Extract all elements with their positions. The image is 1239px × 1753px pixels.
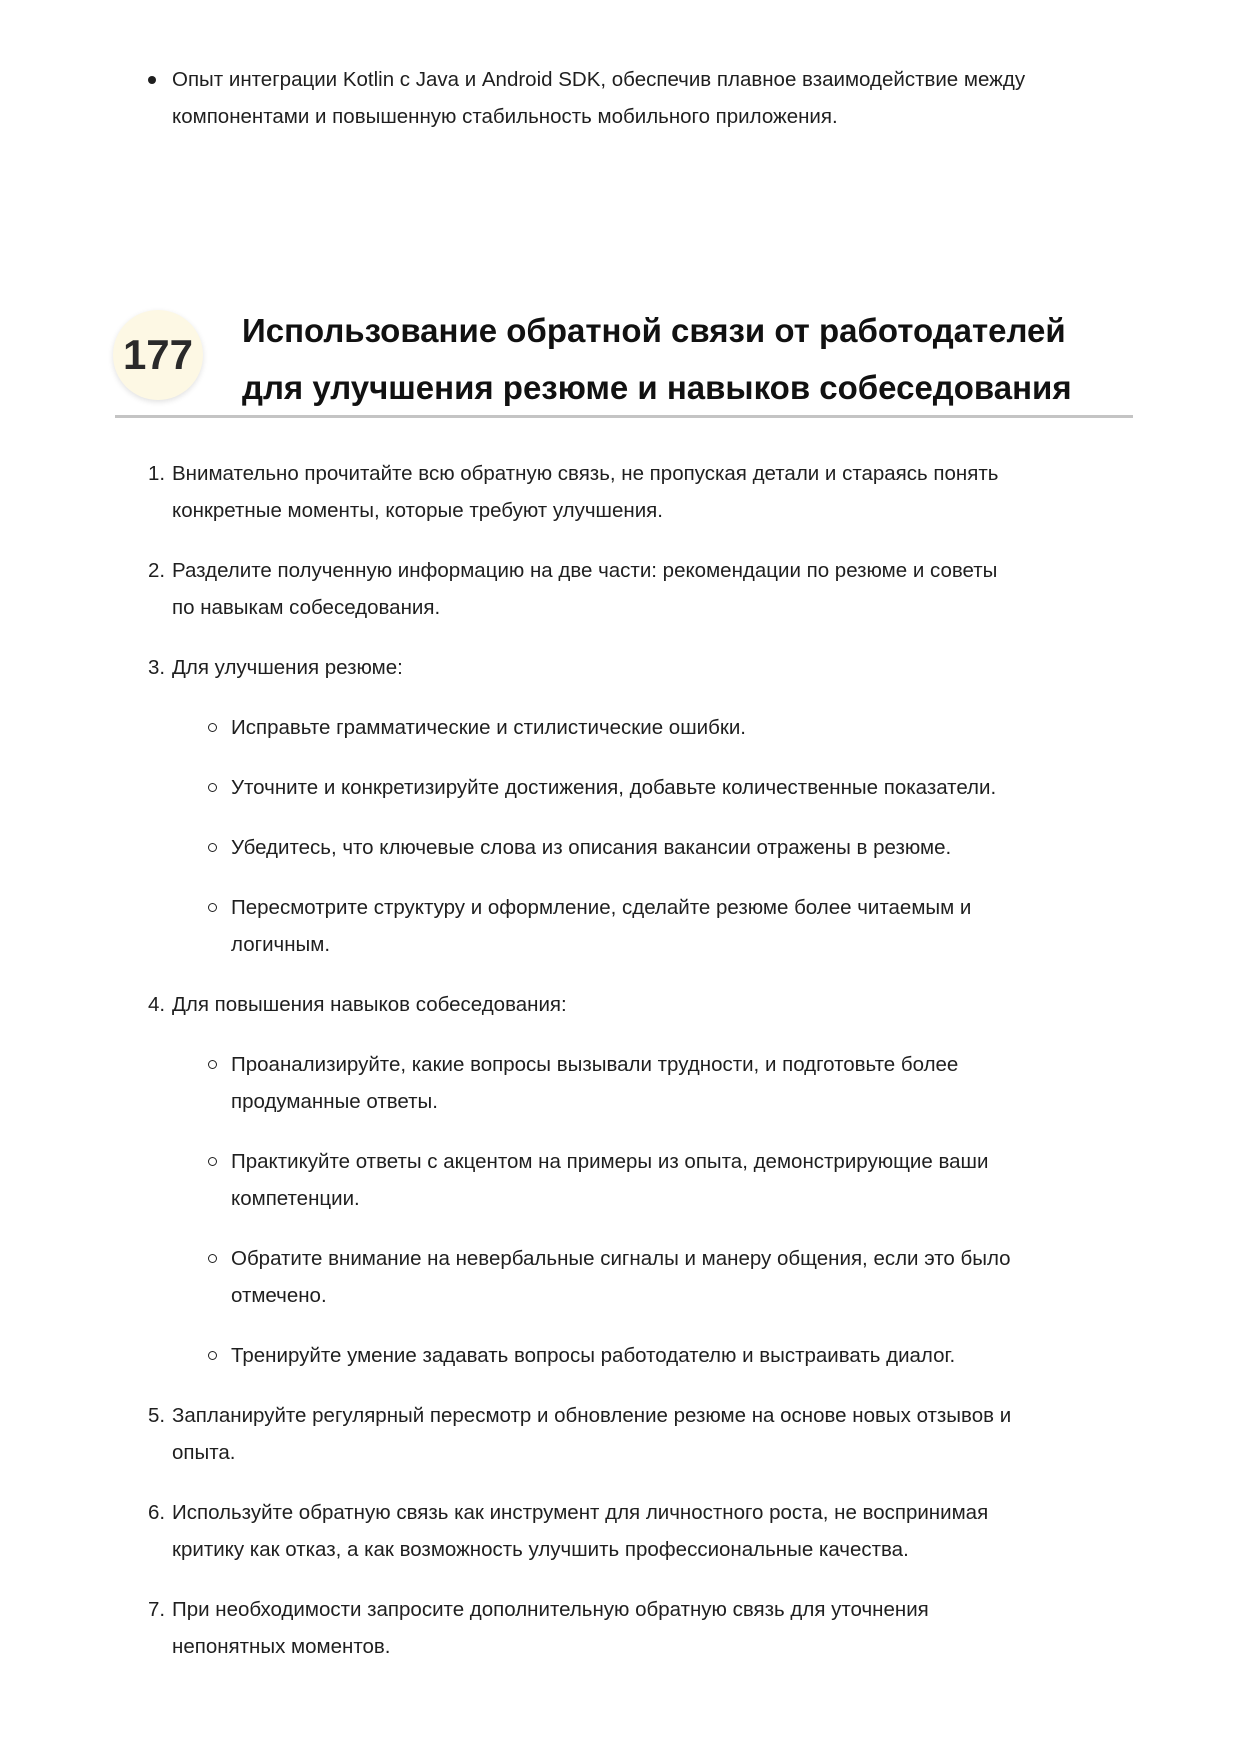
list-number: 1. <box>148 462 166 485</box>
circle-bullet-icon <box>208 1157 217 1166</box>
circle-bullet-icon <box>208 1351 217 1360</box>
title-line: Использование обратной связи от работодателей <box>242 312 1066 349</box>
list-item <box>148 552 1011 626</box>
text-line: Используйте обратную связь как инструмент для личностного роста, не воспринимая <box>172 1501 989 1524</box>
sub-list-item <box>231 769 1011 806</box>
bullet-icon <box>148 76 156 84</box>
circle-bullet-icon <box>208 1254 217 1263</box>
text-line: отмечено. <box>231 1284 327 1307</box>
text-line: При необходимости запросите дополнительную обратную связь для уточнения <box>172 1598 929 1621</box>
text-line: Разделите полученную информацию на две части: рекомендации по резюме и советы <box>172 559 998 582</box>
circle-bullet-icon <box>208 723 217 732</box>
circle-bullet-icon <box>208 783 217 792</box>
circle-bullet-icon <box>208 843 217 852</box>
text-line: Для повышения навыков собеседования: <box>172 993 567 1016</box>
text-line: Уточните и конкретизируйте достижения, добавьте количественные показатели. <box>231 776 997 799</box>
text-line: конкретные моменты, которые требуют улучшения. <box>172 499 663 522</box>
sub-list-item <box>231 709 1011 746</box>
text-line: непонятных моментов. <box>172 1635 391 1658</box>
text-line: Тренируйте умение задавать вопросы работодателю и выстраивать диалог. <box>231 1344 956 1367</box>
sub-list-item <box>231 1240 1011 1314</box>
list-item <box>148 1494 1011 1568</box>
list-item <box>148 649 1011 963</box>
text-line: опыта. <box>172 1441 236 1464</box>
text-line: по навыкам собеседования. <box>172 596 441 619</box>
text-line: компонентами и повышенную стабильность мобильного приложения. <box>172 105 838 128</box>
text-line: Проанализируйте, какие вопросы вызывали трудности, и подготовьте более <box>231 1053 959 1076</box>
text-line: компетенции. <box>231 1187 360 1210</box>
section-title <box>242 302 1072 416</box>
list-number: 7. <box>148 1598 166 1621</box>
sub-list-item <box>231 1143 1011 1217</box>
list-number: 6. <box>148 1501 166 1524</box>
sub-list-item <box>231 889 1011 963</box>
numbered-list <box>148 455 1012 1688</box>
text-line: Запланируйте регулярный пересмотр и обновление резюме на основе новых отзывов и <box>172 1404 1012 1427</box>
text-line: критику как отказ, а как возможность улучшить профессиональные качества. <box>172 1538 909 1561</box>
text-line: продуманные ответы. <box>231 1090 438 1113</box>
list-item <box>148 986 1011 1374</box>
text-line: Убедитесь, что ключевые слова из описания вакансии отражены в резюме. <box>231 836 952 859</box>
text-line: Пересмотрите структуру и оформление, сделайте резюме более читаемым и <box>231 896 972 919</box>
text-line: логичным. <box>231 933 331 956</box>
sub-list-item <box>231 1337 1011 1374</box>
text-line: Опыт интеграции Kotlin с Java и Android SDK, обеспечив плавное взаимодействие между <box>172 68 1026 91</box>
sub-list-item <box>231 1046 1011 1120</box>
list-item <box>148 1591 1011 1665</box>
text-line: Внимательно прочитайте всю обратную связь, не пропуская детали и стараясь понять <box>172 462 999 485</box>
list-item <box>148 455 1011 529</box>
text-line: Для улучшения резюме: <box>172 656 403 679</box>
circle-bullet-icon <box>208 1060 217 1069</box>
list-number: 5. <box>148 1404 166 1427</box>
text-line: Обратите внимание на невербальные сигналы и манеру общения, если это было <box>231 1247 1011 1270</box>
title-line: для улучшения резюме и навыков собеседования <box>242 369 1072 406</box>
text-line: Практикуйте ответы с акцентом на примеры из опыта, демонстрирующие ваши <box>231 1150 989 1173</box>
list-number: 3. <box>148 656 166 679</box>
list-number: 2. <box>148 559 166 582</box>
intro-bullet-item <box>172 61 1025 135</box>
text-line: Исправьте грамматические и стилистические ошибки. <box>231 716 746 739</box>
section-divider <box>115 415 1133 418</box>
circle-bullet-icon <box>208 903 217 912</box>
list-item <box>148 1397 1012 1471</box>
sub-list-item <box>231 829 1011 866</box>
section-number-badge: 177 <box>113 310 203 400</box>
list-number: 4. <box>148 993 166 1016</box>
